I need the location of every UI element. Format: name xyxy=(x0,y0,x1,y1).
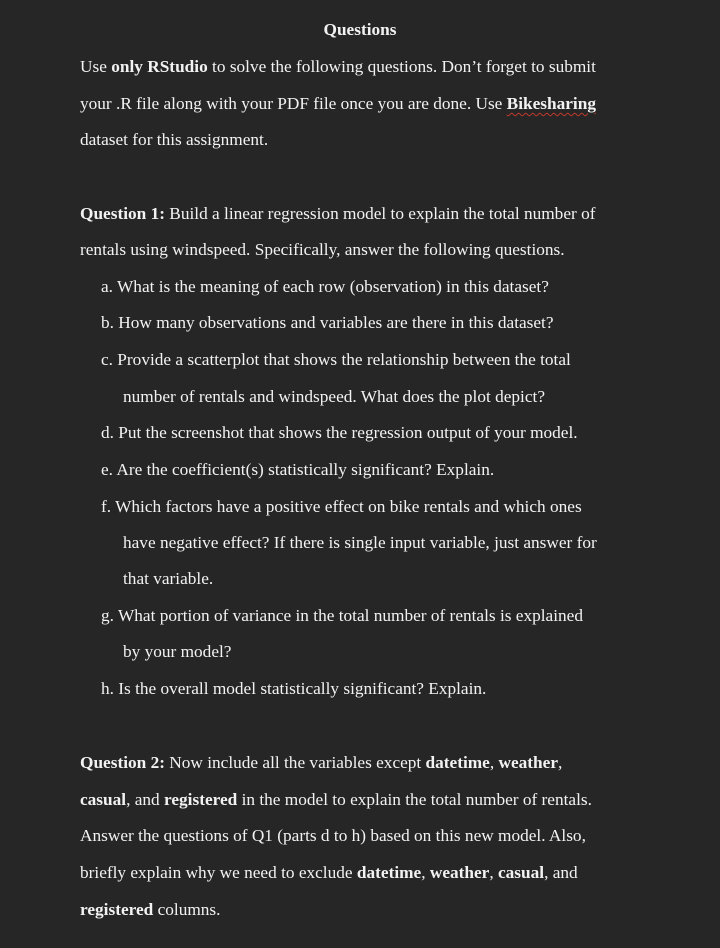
q2-text: in the model to explain the total number of rentals. xyxy=(237,790,592,809)
intro-text: to solve the following questions. Don’t forget to submit xyxy=(207,57,596,76)
q2-text: , xyxy=(489,863,498,882)
q2-bold-term: registered xyxy=(80,900,154,919)
q1-item-f-cont: that variable. xyxy=(123,569,214,588)
q2-bold-term: weather xyxy=(429,863,490,882)
q1-item-e: e. Are the coefficient(s) statistically significant? Explain. xyxy=(101,460,495,479)
q2-bold-term: registered xyxy=(164,790,238,809)
q1-item-d: d. Put the screenshot that shows the regression output of your model. xyxy=(101,423,578,442)
q2-bold-term: casual xyxy=(497,863,545,882)
q2-line-5 xyxy=(80,898,220,922)
q2-text: briefly explain why we need to exclude xyxy=(80,863,357,882)
q2-text: columns. xyxy=(153,900,221,919)
q2-text: , and xyxy=(544,863,578,882)
intro-line-1 xyxy=(80,55,596,79)
q2-text: , xyxy=(558,753,563,772)
q2-line-3: Answer the questions of Q1 (parts d to h) based on this new model. Also, xyxy=(80,826,586,845)
q2-label: Question 2: xyxy=(80,753,165,772)
q1-item-g: g. What portion of variance in the total number of rentals is explained xyxy=(101,606,583,625)
q2-bold-term: casual xyxy=(80,790,127,809)
intro-bold-bikesharing: Bikesharing xyxy=(506,94,596,113)
q2-bold-term: weather xyxy=(498,753,558,772)
q2-line-2 xyxy=(80,788,592,812)
q1-item-c: c. Provide a scatterplot that shows the relationship between the total xyxy=(101,350,571,369)
q1-item-a: a. What is the meaning of each row (observation) in this dataset? xyxy=(101,277,549,296)
intro-text: your .R file along with your PDF file once you are done. Use xyxy=(80,94,507,113)
q1-line-1 xyxy=(80,202,595,226)
q1-line-2: rentals using windspeed. Specifically, answer the following questions. xyxy=(80,240,565,259)
q1-item-c-cont: number of rentals and windspeed. What does the plot depict? xyxy=(123,387,545,406)
intro-line-3: dataset for this assignment. xyxy=(80,130,269,149)
q1-item-f-cont: have negative effect? If there is single input variable, just answer for xyxy=(123,533,597,552)
q2-text: Now include all the variables except xyxy=(164,753,426,772)
q2-line-1 xyxy=(80,751,562,775)
q2-text: , xyxy=(489,753,499,772)
q2-line-4 xyxy=(80,861,578,885)
q2-bold-term: datetime xyxy=(425,753,490,772)
q1-item-b: b. How many observations and variables are there in this dataset? xyxy=(101,313,554,332)
q2-bold-term: datetime xyxy=(356,863,422,882)
q1-item-f: f. Which factors have a positive effect on bike rentals and which ones xyxy=(101,497,582,516)
q2-text: , and xyxy=(126,790,165,809)
q1-item-h: h. Is the overall model statistically significant? Explain. xyxy=(101,679,487,698)
q1-text: Build a linear regression model to explain the total number of xyxy=(164,204,596,223)
page-title: Questions xyxy=(323,20,397,39)
intro-bold-rstudio: only RStudio xyxy=(111,57,208,76)
q2-text: , xyxy=(421,863,430,882)
intro-line-2 xyxy=(80,92,596,116)
q1-label: Question 1: xyxy=(80,204,165,223)
q1-item-g-cont: by your model? xyxy=(123,642,232,661)
intro-text: Use xyxy=(80,57,112,76)
